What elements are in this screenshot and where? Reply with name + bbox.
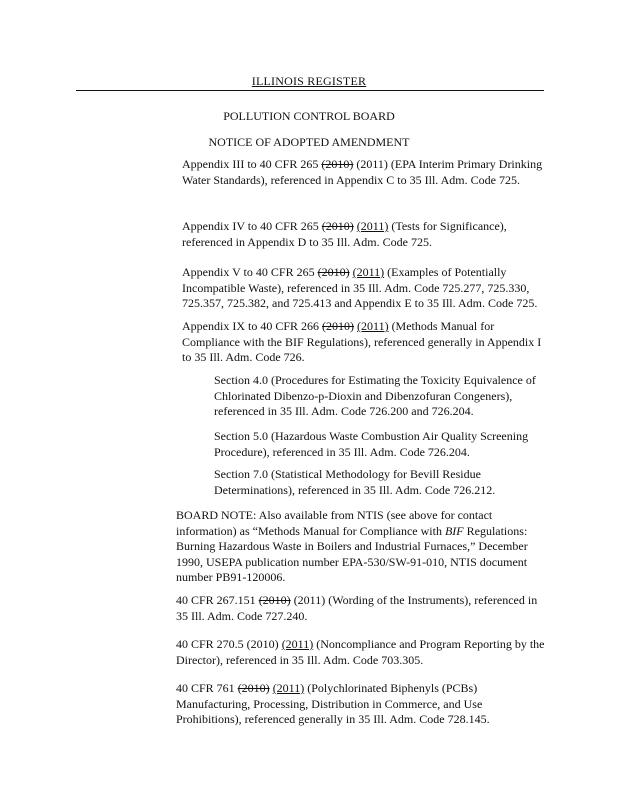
- entry-cfr-267: 40 CFR 267.151 (2010) (2011) (Wording of the Instruments), referenced in 35 Ill. Adm. Code 727.240.: [176, 593, 538, 623]
- entry-appendix-ix: Appendix IX to 40 CFR 266 (2010) (2011) (Methods Manual for Compliance with the BIF Regulations), referenced generally in Appendix I to 35 Ill. Adm. Code 726.: [182, 319, 542, 364]
- entry-section-5: Section 5.0 (Hazardous Waste Combustion Air Quality Screening Procedure), referenced in 35 Ill. Adm. Code 726.204.: [214, 429, 529, 459]
- register-title: ILLINOIS REGISTER: [251, 74, 367, 88]
- entry-cfr-761: 40 CFR 761 (2010) (2011) (Polychlorinated Biphenyls (PCBs) Manufacturing, Processing, Distribution in Commerce, and Use Prohibitions), referenced generally in 35 Ill. Adm. Code 728.145.: [176, 681, 490, 726]
- entry-section-4: Section 4.0 (Procedures for Estimating the Toxicity Equivalence of Chlorinated Dibenzo-p-Dioxin and Dibenzofuran Congeners), referenced in 35 Ill. Adm. Code 726.200 and 726.204.: [214, 373, 536, 418]
- entry-appendix-iii: Appendix III to 40 CFR 265 (2010) (2011) (EPA Interim Primary Drinking Water Standards), referenced in Appendix C to 35 Ill. Adm. Code 725.: [182, 157, 543, 187]
- board-heading: POLLUTION CONTROL BOARD: [223, 109, 395, 123]
- notice-heading: NOTICE OF ADOPTED AMENDMENT: [208, 135, 410, 149]
- entry-section-7: Section 7.0 (Statistical Methodology for Bevill Residue Determinations), referenced in 35 Ill. Adm. Code 726.212.: [214, 467, 496, 497]
- header-rule: [76, 90, 544, 91]
- entry-appendix-iv: Appendix IV to 40 CFR 265 (2010) (2011) (Tests for Significance), referenced in Appendix D to 35 Ill. Adm. Code 725.: [182, 219, 507, 249]
- entry-cfr-270: 40 CFR 270.5 (2010) (2011) (Noncompliance and Program Reporting by the Director), referenced in 35 Ill. Adm. Code 703.305.: [176, 637, 545, 667]
- board-note: BOARD NOTE: Also available from NTIS (see above for contact information) as “Methods Manual for Compliance with BIF Regulations: Burning Hazardous Waste in Boilers and Industrial Furnaces,” December 1990, USEPA publication number EPA-530/SW-91-010, NTIS document number PB91-120006.: [176, 508, 528, 584]
- entry-appendix-v: Appendix V to 40 CFR 265 (2010) (2011) (Examples of Potentially Incompatible Waste), referenced in 35 Ill. Adm. Code 725.277, 725.330, 725.357, 725.382, and 725.413 and Appendix E to 35 Ill. Adm. Code 725.: [182, 265, 538, 310]
